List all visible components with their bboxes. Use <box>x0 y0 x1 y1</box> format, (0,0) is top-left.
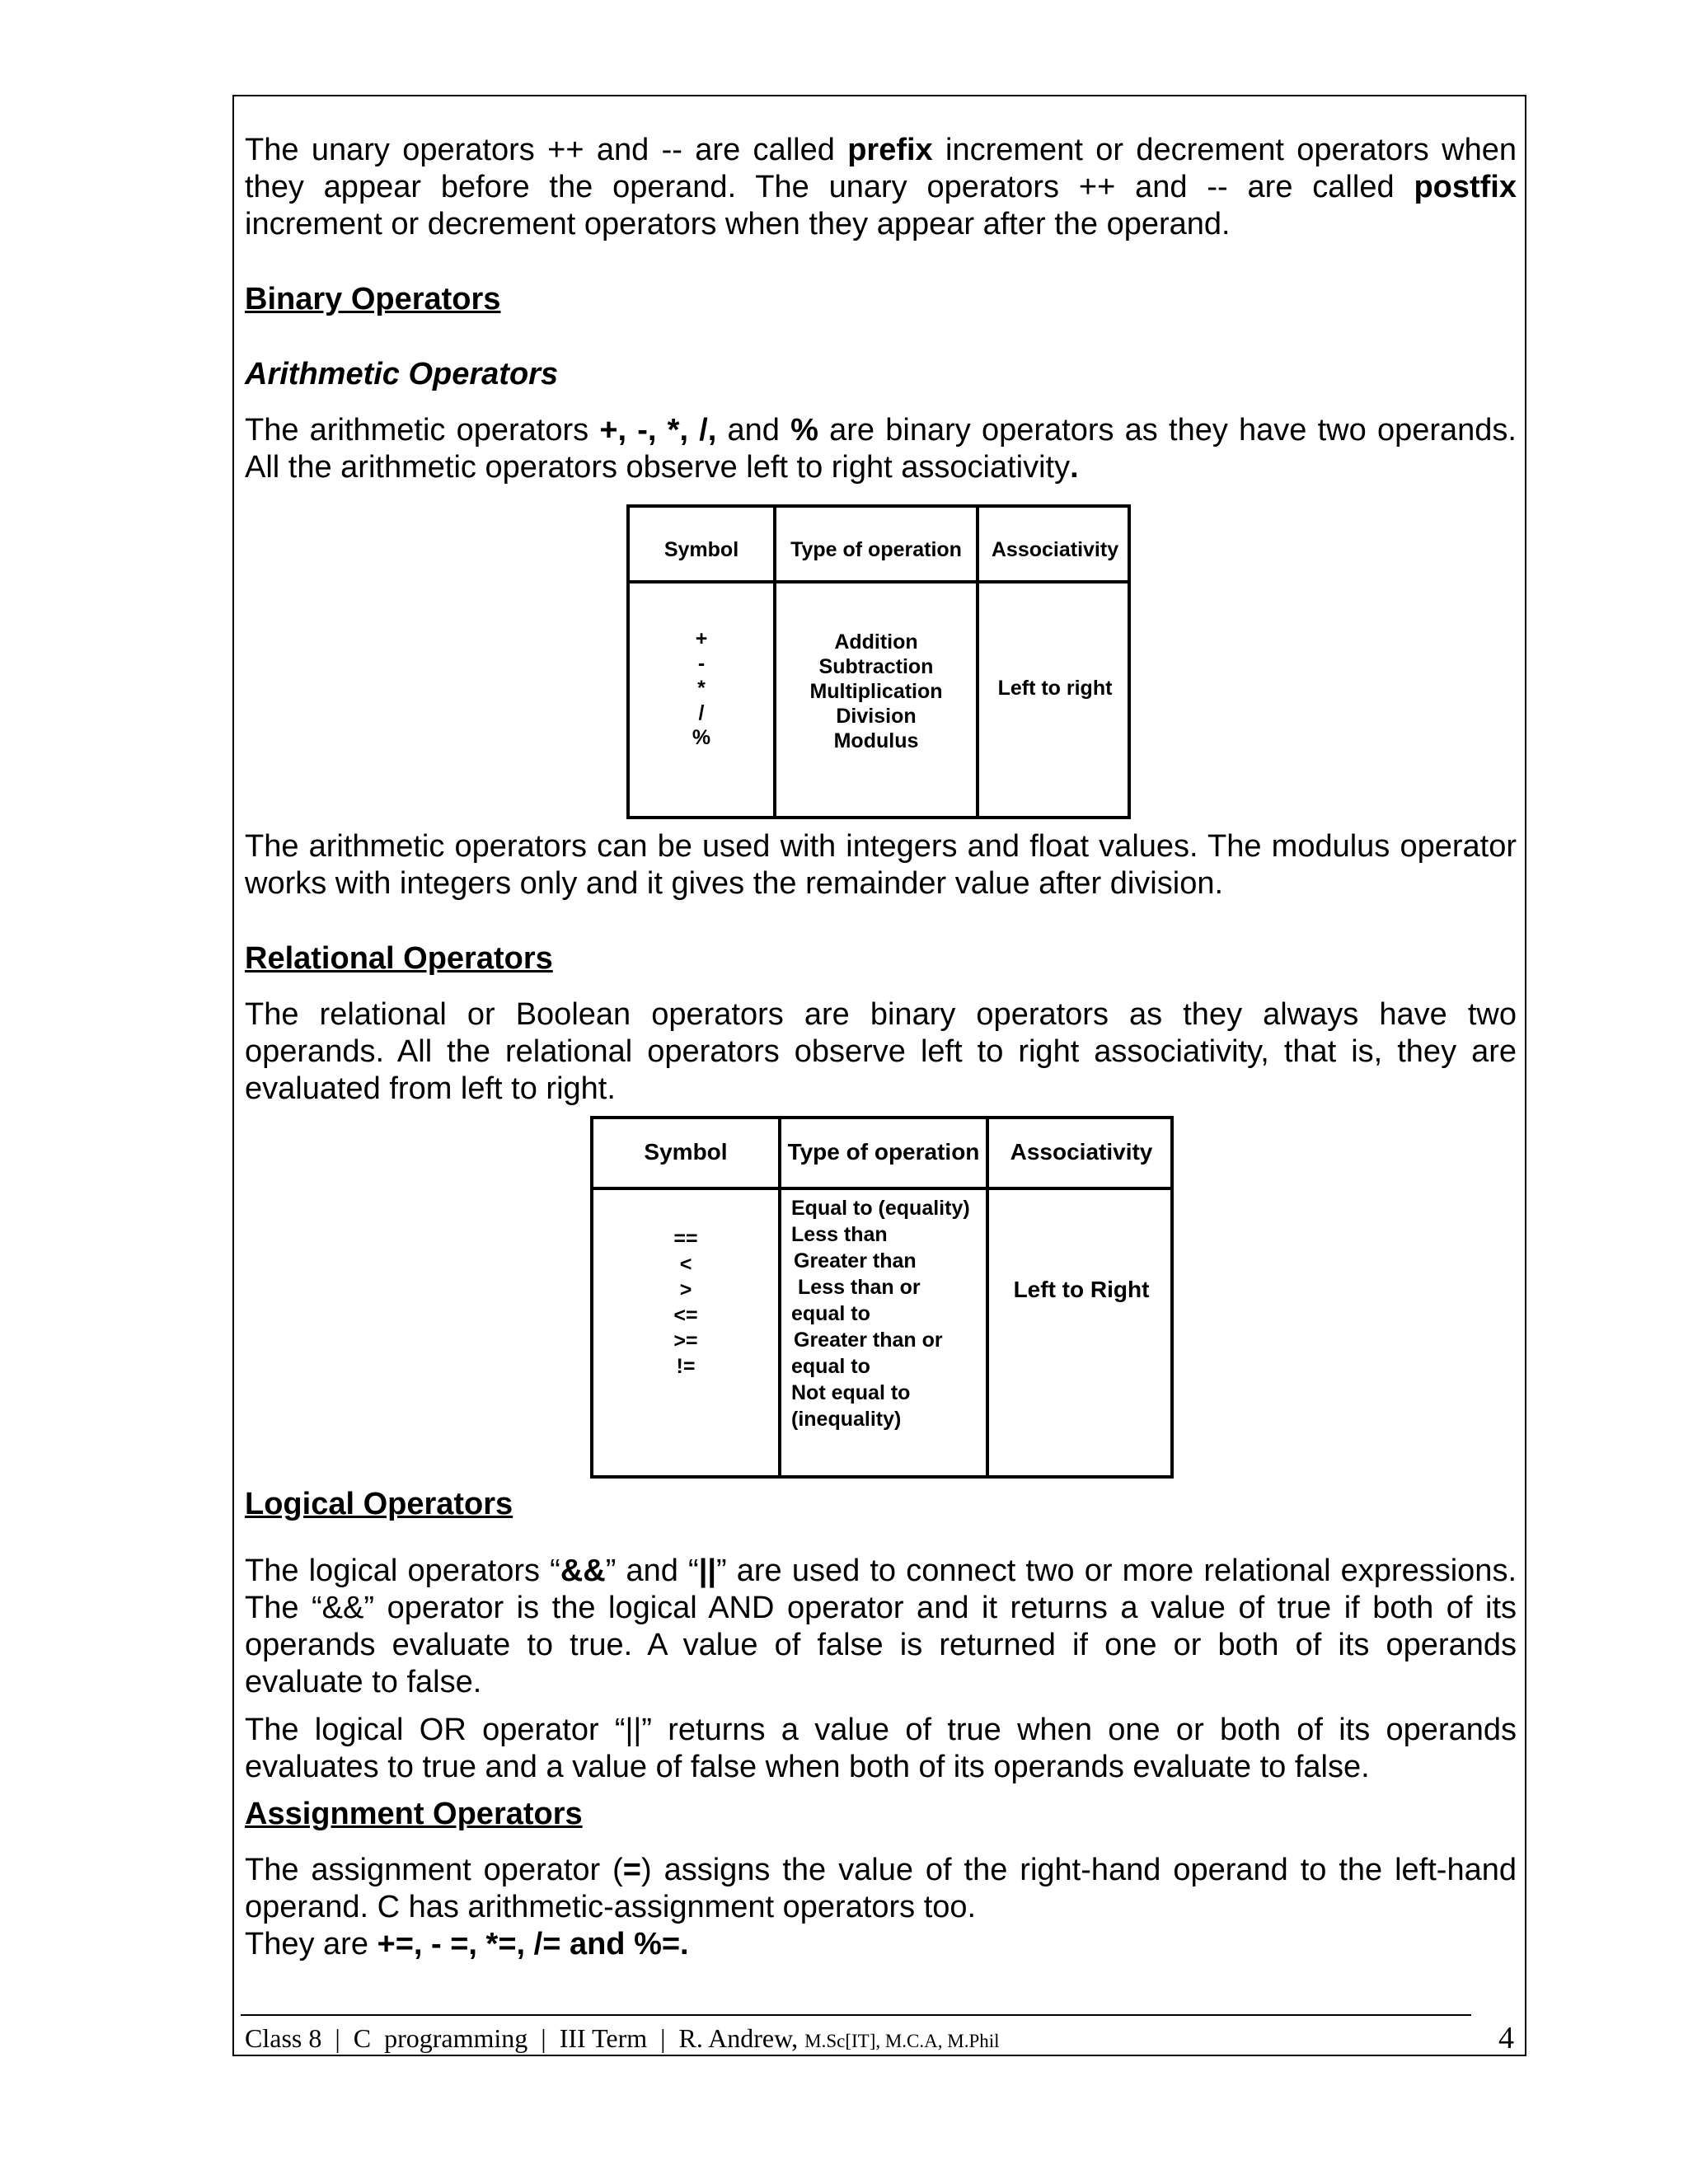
symbol-list: + - * / % <box>692 627 711 749</box>
page-content <box>245 132 1517 486</box>
binary-operators-heading: Binary Operators <box>245 282 501 316</box>
footer-rule <box>241 2014 1471 2016</box>
operation-list: Equal to (equality) Less than Greater than Less than or equal to Greater than or equal to Not equal to (inequality) <box>791 1197 970 1431</box>
header-associativity: Associativity <box>1010 1139 1153 1165</box>
arithmetic-paragraph: The arithmetic operators +, -, *, /, and % are binary operators as they have two operands. All the arithmetic operators observe left to right associativity. <box>245 413 1517 485</box>
header-symbol: Symbol <box>644 1139 728 1165</box>
relational-paragraph: The relational or Boolean operators are binary operators as they always have two operands. All the relational operators observe left to right associativity, that is, they are evaluated from left to right. <box>245 997 1517 1106</box>
unary-paragraph: The unary operators ++ and -- are called prefix increment or decrement operators when they appear before the operand. The unary operators ++ and -- are called postfix increment or decrement operators when they appear after the operand. <box>245 133 1517 241</box>
logical-paragraph-2: The logical OR operator “||” returns a value of true when one or both of its operands evaluates to true and a value of false when both of its operands evaluate to false. <box>245 1713 1517 1784</box>
page-content-2 <box>245 828 1517 1108</box>
symbol-list: == < > <= >= != <box>673 1227 698 1378</box>
logical-operators-heading: Logical Operators <box>245 1487 513 1521</box>
relational-operators-table <box>590 1116 1174 1479</box>
arithmetic-paragraph-2: The arithmetic operators can be used with integers and float values. The modulus operator works with integers only and it gives the remainder value after division. <box>245 829 1517 901</box>
associativity-value: Left to Right <box>1013 1277 1150 1302</box>
assignment-paragraph-2: They are +=, - =, *=, /= and %=. <box>245 1927 689 1961</box>
page-footer <box>245 2022 1514 2058</box>
footer-credentials: M.Sc[IT], M.C.A, M.Phil <box>804 2031 1000 2051</box>
assignment-paragraph: The assignment operator (=) assigns the value of the right-hand operand to the left-hand operand. C has arithmetic-assignment operators too. <box>245 1853 1517 1924</box>
operation-list: Addition Subtraction Multiplication Division Modulus <box>809 630 943 752</box>
arithmetic-operators-heading: Arithmetic Operators <box>245 357 559 391</box>
associativity-value: Left to right <box>997 677 1113 700</box>
header-symbol: Symbol <box>663 538 739 561</box>
table-divider <box>630 580 1128 583</box>
header-associativity: Associativity <box>991 538 1119 561</box>
relational-operators-heading: Relational Operators <box>245 941 553 976</box>
assignment-operators-heading: Assignment Operators <box>245 1797 583 1831</box>
arithmetic-operators-table <box>626 504 1131 819</box>
footer-text: Class 8 | C programming | III Term | R. Andrew, <box>245 2023 805 2053</box>
header-type: Type of operation <box>790 538 962 561</box>
page-content-3 <box>245 1486 1517 1963</box>
page-number: 4 <box>1498 2021 1514 2055</box>
table-divider <box>778 1119 781 1475</box>
table-divider <box>593 1187 1170 1190</box>
header-type: Type of operation <box>787 1139 980 1165</box>
logical-paragraph-1: The logical operators “&&” and “||” are used to connect two or more relational expressions. The “&&” operator is the logical AND operator and it returns a value of true if both of its operands evaluate to true. A value of false is returned if one or both of its operands evaluate to false. <box>245 1554 1517 1699</box>
